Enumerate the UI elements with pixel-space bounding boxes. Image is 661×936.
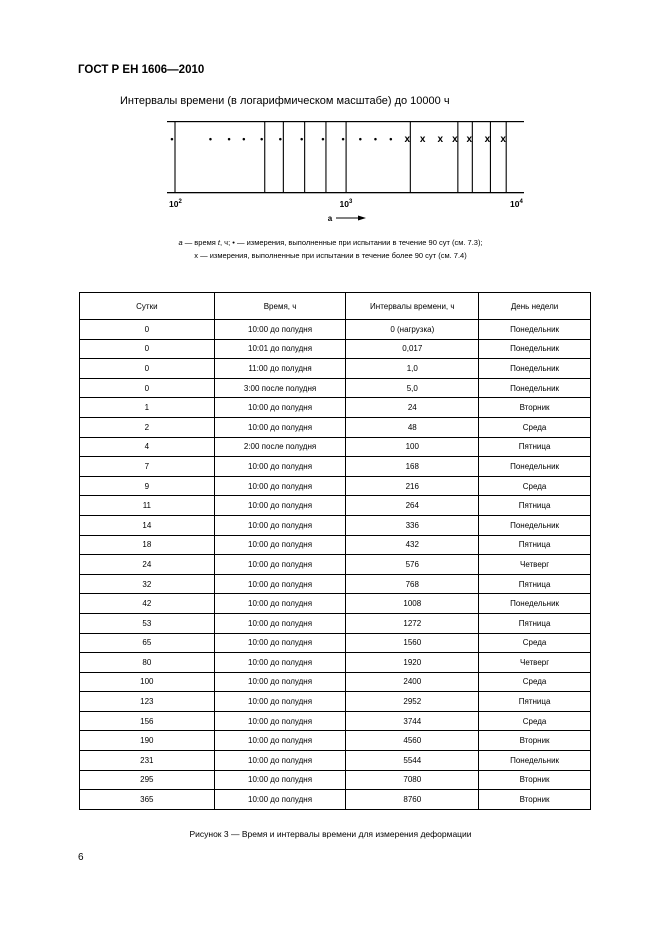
table-cell: 10:00 до полудня [214,417,346,437]
table-cell: 336 [346,515,479,535]
table-cell: 1920 [346,653,479,673]
table-cell: Пятница [479,437,591,457]
table-cell: 0,017 [346,339,479,359]
measurement-cross-marker: x [484,134,491,145]
measurement-dot-marker: • [321,134,325,144]
table-cell: 295 [80,770,215,790]
table-row [80,378,591,398]
table-cell: 0 [80,378,215,398]
table-cell: 10:00 до полудня [214,515,346,535]
timeline-axis-line [167,192,524,193]
legend-t-symbol: t [217,238,221,247]
table-row [80,476,591,496]
table-cell: 80 [80,653,215,673]
document-code-header: ГОСТ Р ЕН 1606—2010 [78,64,205,76]
axis-arrow-label: a [327,214,333,223]
legend-dot-symbol: • [232,238,235,247]
table-row [80,555,591,575]
table-cell: 4560 [346,731,479,751]
table-cell: 53 [80,613,215,633]
table-cell: 8760 [346,790,479,810]
measurement-schedule-table [79,292,591,810]
table-cell: 9 [80,476,215,496]
measurement-dot-marker: • [260,134,264,144]
table-row [80,633,591,653]
table-cell: 10:00 до полудня [214,711,346,731]
table-cell: 365 [80,790,215,810]
table-cell: Вторник [479,398,591,418]
table-cell: Понедельник [479,378,591,398]
measurement-cross-marker: x [404,134,411,145]
table-cell: 0 (нагрузка) [346,320,479,340]
table-cell: 10:01 до полудня [214,339,346,359]
table-cell: Понедельник [479,457,591,477]
measurement-cross-marker: x [452,134,458,145]
table-cell: 10:00 до полудня [214,320,346,340]
table-row [80,339,591,359]
table-cell: Среда [479,672,591,692]
legend-a-symbol: a [178,238,183,247]
table-cell: 3:00 после полудня [214,378,346,398]
log-timeline-chart [0,0,661,230]
table-cell: 216 [346,476,479,496]
table-cell: 100 [80,672,215,692]
table-row [80,320,591,340]
table-cell: 42 [80,594,215,614]
page-number: 6 [78,852,84,863]
figure-legend-line-1 [0,238,661,247]
table-cell: 32 [80,574,215,594]
table-row [80,731,591,751]
header-weekday: День недели [479,293,591,320]
table-header-row [80,293,591,320]
measurement-cross-marker: x [500,134,506,145]
table-cell: Пятница [479,613,591,633]
table-row [80,496,591,516]
table-cell: 123 [80,692,215,712]
timeline-frame-top [167,121,524,122]
table-cell: 0 [80,320,215,340]
table-cell: Среда [479,417,591,437]
table-cell: 10:00 до полудня [214,535,346,555]
table-cell: 7080 [346,770,479,790]
table-cell: Пятница [479,574,591,594]
measurement-dot-marker: • [278,134,282,144]
table-cell: Четверг [479,555,591,575]
table-row [80,417,591,437]
table-cell: 576 [346,555,479,575]
table-cell: Пятница [479,496,591,516]
figure-legend-line-2: x — измерения, выполненные при испытании в течение более 90 сут (см. 7.4) [194,251,467,260]
table-cell: 24 [346,398,479,418]
table-row [80,653,591,673]
table-row [80,790,591,810]
table-cell: 768 [346,574,479,594]
table-cell: 10:00 до полудня [214,770,346,790]
legend-a-text: — время [182,238,218,247]
table-cell: 48 [346,417,479,437]
table-row [80,515,591,535]
table-cell: 1,0 [346,359,479,379]
table-cell: 100 [346,437,479,457]
table-row [80,672,591,692]
table-cell: Пятница [479,692,591,712]
measurement-cross-marker: x [466,134,473,145]
header-days: Сутки [80,293,215,320]
table-cell: Понедельник [479,339,591,359]
table-cell: 14 [80,515,215,535]
table-cell: 1272 [346,613,479,633]
table-row [80,437,591,457]
header-intervals: Интервалы времени, ч [346,293,479,320]
measurement-dot-marker: • [242,134,246,144]
table-cell: 1008 [346,594,479,614]
table-cell: 231 [80,751,215,771]
figure-title: Рисунок 3 — Время и интервалы времени для измерения деформации [189,829,472,839]
table-row [80,574,591,594]
table-cell: Пятница [479,535,591,555]
table-cell: 0 [80,339,215,359]
table-cell: 10:00 до полудня [214,398,346,418]
measurement-dot-marker: • [300,134,304,144]
table-row [80,613,591,633]
table-cell: 0 [80,359,215,379]
axis-arrow-head [358,216,366,221]
table-cell: 24 [80,555,215,575]
measurement-dot-marker: • [208,134,212,144]
table-cell: Понедельник [479,515,591,535]
table-cell: 10:00 до полудня [214,555,346,575]
measurement-dot-marker: • [341,134,345,144]
legend-t-unit: , ч; [220,238,233,247]
table-cell: Понедельник [479,594,591,614]
table-cell: 10:00 до полудня [214,594,346,614]
table-cell: 432 [346,535,479,555]
table-cell: 11 [80,496,215,516]
table-cell: 65 [80,633,215,653]
table-cell: 2:00 после полудня [214,437,346,457]
table-cell: Вторник [479,770,591,790]
measurement-cross-marker: x [437,134,444,145]
table-row [80,359,591,379]
table-cell: 10:00 до полудня [214,672,346,692]
table-cell: 10:00 до полудня [214,496,346,516]
table-cell: 190 [80,731,215,751]
table-cell: Среда [479,633,591,653]
table-cell: 1560 [346,633,479,653]
table-cell: 10:00 до полудня [214,692,346,712]
table-cell: Понедельник [479,359,591,379]
table-cell: Четверг [479,653,591,673]
table-cell: 10:00 до полудня [214,790,346,810]
table-row [80,751,591,771]
table-cell: 10:00 до полудня [214,476,346,496]
figure-caption: Интервалы времени (в логарифмическом масштабе) до 10000 ч [120,95,450,107]
table-cell: 11:00 до полудня [214,359,346,379]
axis-tick-label: $10^2$ [169,199,182,209]
table-cell: Вторник [479,790,591,810]
table-cell: Среда [479,476,591,496]
table-cell: Понедельник [479,751,591,771]
table-cell: 18 [80,535,215,555]
axis-tick-label: $10^3$ [339,199,353,209]
table-cell: 10:00 до полудня [214,457,346,477]
table-row [80,535,591,555]
table-row [80,594,591,614]
measurement-dot-marker: • [389,134,393,144]
table-cell: 1 [80,398,215,418]
table-cell: 5,0 [346,378,479,398]
table-cell: 2 [80,417,215,437]
table-cell: 10:00 до полудня [214,574,346,594]
header-time: Время, ч [214,293,346,320]
measurement-dot-marker: • [373,134,378,144]
table-cell: 10:00 до полудня [214,633,346,653]
table-cell: 5544 [346,751,479,771]
measurement-dot-marker: • [358,134,362,144]
measurement-dot-marker: • [170,134,174,144]
measurement-cross-marker: x [419,134,426,145]
table-cell: 3744 [346,711,479,731]
table-cell: Понедельник [479,320,591,340]
axis-tick-label: $10^4$ [510,199,523,209]
table-cell: 264 [346,496,479,516]
legend-dot-text: — измерения, выполненные при испытании в течение 90 сут (см. 7.3); [234,238,483,247]
table-cell: 10:00 до полудня [214,653,346,673]
table-cell: 2400 [346,672,479,692]
table-cell: 10:00 до полудня [214,613,346,633]
table-cell: 10:00 до полудня [214,731,346,751]
table-row [80,711,591,731]
table-cell: 168 [346,457,479,477]
table-cell: Среда [479,711,591,731]
table-cell: Вторник [479,731,591,751]
table-cell: 2952 [346,692,479,712]
table-cell: 10:00 до полудня [214,751,346,771]
table-cell: 156 [80,711,215,731]
table-row [80,398,591,418]
axis-arrow [328,214,366,223]
table-cell: 4 [80,437,215,457]
table-row [80,770,591,790]
measurement-dot-marker: • [227,134,231,144]
table-row [80,457,591,477]
table-cell: 7 [80,457,215,477]
table-row [80,692,591,712]
